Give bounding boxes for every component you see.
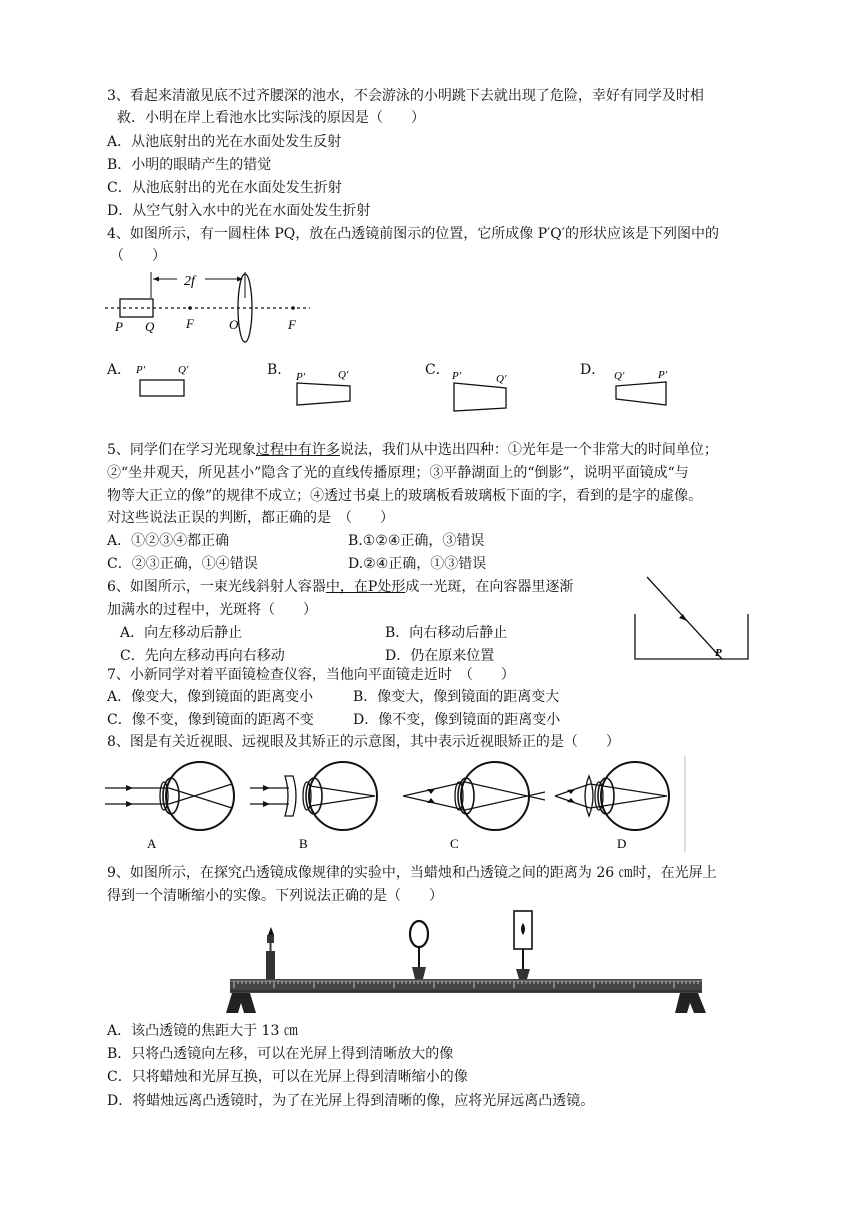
q4-option-d-figure	[610, 366, 676, 410]
q5-stem-line3: 物等大正立的像”的规律不成立；④透过书桌上的玻璃板看玻璃板下面的字，看到的是字的虚像。	[107, 488, 703, 504]
q4-label-p: P	[115, 319, 123, 334]
q7-option-b: B．像变大，像到镜面的距离变大	[353, 689, 560, 705]
q4-a-label-qp: Q′	[178, 364, 189, 376]
q3-option-a: A．从池底射出的光在水面处发生反射	[107, 134, 342, 150]
q4-label-f-left: F	[186, 316, 194, 331]
q9-stem-line2: 得到一个清晰缩小的实像。下列说法正确的是（ ）	[107, 888, 443, 904]
q4-option-a-figure	[134, 360, 194, 402]
q5-stem-line4: 对这些说法正误的判断，都正确的是 （ ）	[107, 510, 394, 526]
q4-d-label-pp: P′	[658, 369, 668, 381]
q4-stem-line2: （ ）	[110, 248, 166, 264]
q9-optical-bench	[222, 905, 712, 1015]
q6-container-diagram	[630, 572, 754, 664]
q4-option-b-figure	[292, 366, 362, 410]
q7-option-d: D．像不变，像到镜面的距离变小	[353, 712, 561, 728]
q5-option-a: A．①②③④都正确	[107, 533, 230, 549]
q7-stem: 7、小新同学对着平面镜检查仪容，当他向平面镜走近时 （ ）	[107, 667, 515, 683]
q6-stem-line2: 加满水的过程中，光斑将（ ）	[107, 602, 317, 618]
q9-option-b: B．只将凸透镜向左移，可以在光屏上得到清晰放大的像	[107, 1046, 454, 1062]
q4-option-c-figure	[448, 366, 518, 414]
q6-label-p: P	[715, 647, 722, 659]
q6-option-b: B．向右移动后静止	[385, 625, 508, 641]
q8-label-c: C	[450, 836, 459, 851]
q4-a-label-pp: P′	[136, 364, 146, 376]
q4-lens-diagram	[105, 268, 315, 334]
q6-option-a: A．向左移动后静止	[120, 625, 243, 641]
q6-stem-line1	[107, 576, 573, 598]
q8-label-d: D	[617, 836, 627, 851]
q7-option-c: C．像不变，像到镜面的距离不变	[107, 712, 314, 728]
q9-option-a: A．该凸透镜的焦距大于 13 ㎝	[107, 1023, 298, 1039]
q8-eye-diagram	[105, 754, 687, 854]
q4-label-o: O	[229, 317, 239, 332]
q4-b-label-qp: Q′	[338, 369, 349, 381]
q5-option-b: B.①②④正确，③错误	[348, 533, 485, 549]
q5-option-c: C．②③正确，①④错误	[107, 556, 258, 572]
q6-option-c: C．先向左移动再向右移动	[120, 648, 285, 664]
q6-line1-pre: 6、如图所示，一束光线斜射人容器	[107, 579, 326, 595]
q6-line1-post: 成一光斑，在向容器里逐渐	[405, 579, 574, 595]
q5-line1-pre: 5、同学们在学习光现象	[107, 442, 256, 458]
q4-label-f-right: F	[288, 317, 296, 332]
q3-option-c: C．从池底射出的光在水面处发生折射	[107, 180, 342, 196]
q5-stem-line1	[107, 439, 718, 461]
q9-stem-line1: 9、如图所示，在探究凸透镜成像规律的实验中，当蜡烛和凸透镜之间的距离为 26 ㎝时，在光屏上	[107, 865, 717, 881]
q4-option-c: C．	[425, 362, 450, 378]
q5-stem-line2: ②“坐井观天，所见甚小”隐含了光的直线传播原理；③平静湖面上的“倒影”，说明平面镜成“与	[107, 465, 689, 481]
q9-option-c: C．只将蜡烛和光屏互换，可以在光屏上得到清晰缩小的像	[107, 1069, 468, 1085]
q4-option-d: D．	[580, 362, 606, 378]
q7-option-a: A．像变大，像到镜面的距离变小	[107, 689, 314, 705]
q3-stem-line1: 3、看起来清澈见底不过齐腰深的池水，不会游泳的小明跳下去就出现了危险，幸好有同学及时相	[107, 88, 704, 104]
q5-line1-underlined: 过程中有许多	[255, 442, 340, 458]
q8-stem: 8、图是有关近视眼、远视眼及其矫正的示意图，其中表示近视眼矫正的是（ ）	[107, 734, 620, 750]
q4-dist-label: 2f	[184, 274, 195, 289]
q3-option-b: B．小明的眼睛产生的错觉	[107, 157, 272, 173]
q8-label-a: A	[147, 836, 157, 851]
q4-d-label-qp: Q′	[614, 370, 625, 382]
q3-stem-line2: 救．小明在岸上看池水比实际浅的原因是（ ）	[117, 110, 425, 126]
q4-c-label-pp: P′	[452, 370, 462, 382]
q4-option-b: B．	[267, 362, 292, 378]
q6-option-d: D．仍在原来位置	[385, 648, 495, 664]
q8-label-b: B	[299, 836, 308, 851]
q3-option-d: D．从空气射入水中的光在水面处发生折射	[107, 203, 371, 219]
q6-line1-underlined: 中，在P处形	[325, 579, 406, 595]
q4-b-label-pp: P′	[296, 371, 306, 383]
q4-stem-line1: 4、如图所示，有一圆柱体 PQ，放在凸透镜前图示的位置，它所成像 P′Q′的形状应该是下列图中的	[107, 226, 719, 242]
q4-label-q: Q	[145, 319, 155, 334]
q4-c-label-qp: Q′	[496, 373, 507, 385]
q9-option-d: D．将蜡烛远离凸透镜时，为了在光屏上得到清晰的像，应将光屏远离凸透镜。	[107, 1093, 595, 1109]
q5-option-d: D.②④正确，①③错误	[348, 556, 487, 572]
q5-line1-post: 说法，我们从中选出四种：①光年是一个非常大的时间单位；	[339, 442, 718, 458]
q4-option-a: A．	[107, 362, 132, 378]
